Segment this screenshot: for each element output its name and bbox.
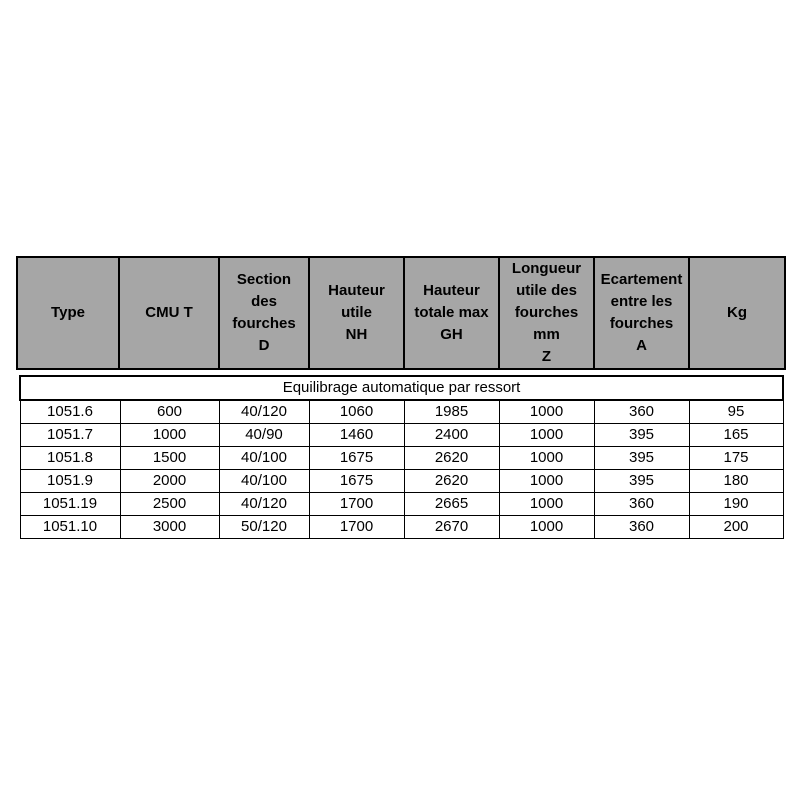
cell-ecartement: 360 bbox=[594, 493, 689, 516]
cell-type: 1051.8 bbox=[20, 447, 120, 470]
cell-hauteur-utile: 1700 bbox=[309, 493, 404, 516]
column-header-ecartement: Ecartement entre les fourches A bbox=[594, 257, 689, 369]
column-header-cmu: CMU T bbox=[119, 257, 219, 369]
cell-longueur: 1000 bbox=[499, 493, 594, 516]
table-row bbox=[20, 400, 783, 424]
table-row bbox=[20, 493, 783, 516]
cell-section: 40/100 bbox=[219, 470, 309, 493]
cell-kg: 175 bbox=[689, 447, 783, 470]
cell-longueur: 1000 bbox=[499, 516, 594, 539]
group-title-row bbox=[20, 376, 783, 400]
column-header-longueur: Longueur utile des fourches mm Z bbox=[499, 257, 594, 369]
group-title: Equilibrage automatique par ressort bbox=[20, 376, 783, 400]
column-header-kg: Kg bbox=[689, 257, 785, 369]
cell-section: 40/120 bbox=[219, 400, 309, 424]
cell-ecartement: 395 bbox=[594, 424, 689, 447]
cell-cmu: 2000 bbox=[120, 470, 219, 493]
cell-hauteur-totale: 2400 bbox=[404, 424, 499, 447]
spec-table-body bbox=[19, 375, 784, 539]
table-row bbox=[20, 470, 783, 493]
column-header-hauteur-totale: Hauteur totale max GH bbox=[404, 257, 499, 369]
cell-type: 1051.10 bbox=[20, 516, 120, 539]
cell-hauteur-utile: 1460 bbox=[309, 424, 404, 447]
cell-hauteur-totale: 2620 bbox=[404, 470, 499, 493]
cell-ecartement: 360 bbox=[594, 516, 689, 539]
cell-kg: 95 bbox=[689, 400, 783, 424]
cell-ecartement: 395 bbox=[594, 470, 689, 493]
column-header-section: Section des fourches D bbox=[219, 257, 309, 369]
cell-section: 40/120 bbox=[219, 493, 309, 516]
cell-cmu: 600 bbox=[120, 400, 219, 424]
cell-hauteur-totale: 2665 bbox=[404, 493, 499, 516]
cell-type: 1051.6 bbox=[20, 400, 120, 424]
cell-hauteur-utile: 1675 bbox=[309, 447, 404, 470]
cell-longueur: 1000 bbox=[499, 424, 594, 447]
cell-cmu: 1000 bbox=[120, 424, 219, 447]
cell-hauteur-totale: 2620 bbox=[404, 447, 499, 470]
cell-cmu: 2500 bbox=[120, 493, 219, 516]
cell-ecartement: 395 bbox=[594, 447, 689, 470]
cell-kg: 190 bbox=[689, 493, 783, 516]
spec-table-header bbox=[16, 256, 786, 370]
cell-cmu: 1500 bbox=[120, 447, 219, 470]
cell-hauteur-totale: 2670 bbox=[404, 516, 499, 539]
cell-hauteur-totale: 1985 bbox=[404, 400, 499, 424]
column-header-hauteur-utile: Hauteur utile NH bbox=[309, 257, 404, 369]
cell-type: 1051.19 bbox=[20, 493, 120, 516]
column-header-type: Type bbox=[17, 257, 119, 369]
table-row bbox=[20, 516, 783, 539]
cell-longueur: 1000 bbox=[499, 447, 594, 470]
cell-type: 1051.7 bbox=[20, 424, 120, 447]
cell-type: 1051.9 bbox=[20, 470, 120, 493]
cell-longueur: 1000 bbox=[499, 400, 594, 424]
cell-hauteur-utile: 1700 bbox=[309, 516, 404, 539]
cell-kg: 165 bbox=[689, 424, 783, 447]
table-row bbox=[20, 424, 783, 447]
cell-section: 40/90 bbox=[219, 424, 309, 447]
header-row bbox=[17, 257, 785, 369]
cell-longueur: 1000 bbox=[499, 470, 594, 493]
cell-section: 50/120 bbox=[219, 516, 309, 539]
cell-cmu: 3000 bbox=[120, 516, 219, 539]
table-row bbox=[20, 447, 783, 470]
cell-section: 40/100 bbox=[219, 447, 309, 470]
cell-hauteur-utile: 1060 bbox=[309, 400, 404, 424]
cell-kg: 200 bbox=[689, 516, 783, 539]
cell-hauteur-utile: 1675 bbox=[309, 470, 404, 493]
cell-kg: 180 bbox=[689, 470, 783, 493]
cell-ecartement: 360 bbox=[594, 400, 689, 424]
